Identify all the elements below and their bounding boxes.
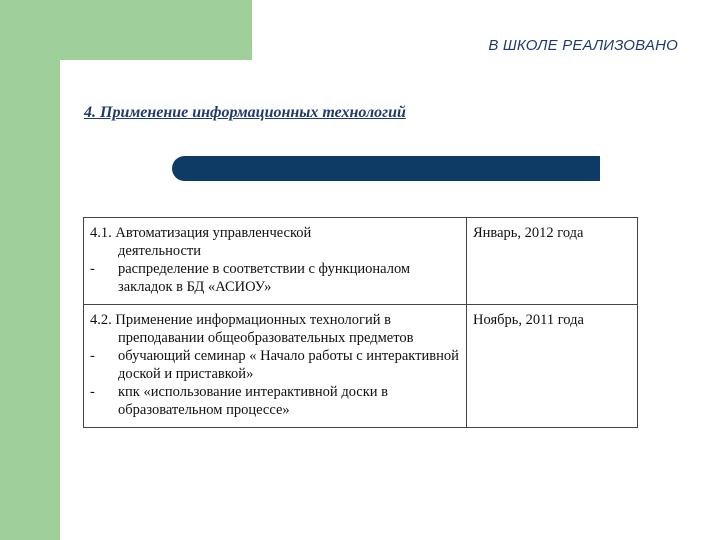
task-heading: 4.2. Применение информационных технологий в: [90, 312, 391, 328]
task-heading-cont: деятельности: [118, 243, 202, 259]
list-dash: -: [90, 261, 95, 277]
list-item: [90, 278, 460, 296]
task-cell: [84, 218, 467, 305]
task-heading: 4.1. Автоматизация управленческой: [90, 225, 312, 241]
list-dash: -: [90, 384, 95, 400]
list-item: [90, 260, 460, 278]
table-row: [84, 218, 638, 305]
plan-table: [83, 217, 638, 428]
date-cell: Ноябрь, 2011 года: [467, 305, 638, 428]
list-item-text: распределение в соответствии с функционалом: [118, 261, 411, 277]
list-dash: -: [90, 348, 95, 364]
table-row: [84, 305, 638, 428]
frame-corner: [60, 60, 100, 100]
green-frame-top: [0, 0, 252, 60]
list-item-text: кпк «использование интерактивной доски в образовательном процессе»: [118, 384, 389, 418]
decorative-bar: [187, 156, 600, 181]
list-dash: [90, 278, 118, 296]
task-cell: [84, 305, 467, 428]
list-item-text: обучающий семинар « Начало работы с интерактивной доской и приставкой»: [118, 348, 459, 382]
list-item: [90, 383, 460, 419]
list-item-text: закладок в БД «АСИОУ»: [118, 279, 272, 295]
page-header: В ШКОЛЕ РЕАЛИЗОВАНО: [488, 37, 678, 54]
task-heading-cont: преподавании общеобразовательных предметов: [118, 330, 414, 346]
section-title: 4. Применение информационных технологий: [84, 104, 406, 121]
list-item: [90, 347, 460, 383]
date-cell: Январь, 2012 года: [467, 218, 638, 305]
green-frame-left: [0, 0, 60, 540]
